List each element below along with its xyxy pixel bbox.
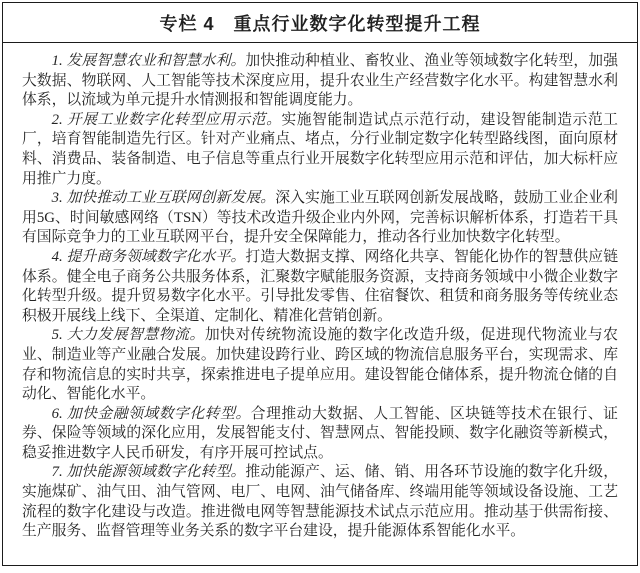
paragraph-1: [22, 52, 618, 111]
paragraph-6-lead: 6. 加快金融领域数字化转型。: [51, 405, 251, 422]
paragraph-3-lead: 3. 加快推动工业互联网创新发展。: [51, 190, 276, 207]
paragraph-1-lead: 1. 发展智慧农业和智慧水利。: [51, 53, 246, 69]
paragraph-7-lead: 7. 加快能源领域数字化转型。: [51, 464, 246, 481]
paragraph-1-text: 加快推动种植业、畜牧业、渔业等领域数字化转型，加强大数据、物联网、人工智能等技术深度应用，提升农业生产经营数字化水平。构建智慧水利体系，以流域为单元提升水情测报和智能调度能力。: [22, 53, 618, 109]
column-box: [2, 2, 638, 566]
paragraph-2-lead: 2. 开展工业数字化转型应用示范。: [51, 111, 282, 128]
paragraph-6-text: 合理推动大数据、人工智能、区块链等技术在银行、证券、保险等领域的深化应用，发展智能支付、智慧网点、智能投顾、数字化融资等新模式，稳妥推进数字人民币研发，有序开展可控试点。: [22, 405, 618, 461]
paragraph-7-text: 推动能源产、运、储、销、用各环节设施的数字化升级，实施煤矿、油气田、油气管网、电厂、电网、油气储备库、终端用能等领域设备设施、工艺流程的数字化建设与改造。推进微电网等智慧能源技术试点示范应用。推动基于供需衔接、生产服务、监督管理等业务关系的数字平台建设，提升能源体系智能化水平。: [22, 464, 618, 540]
paragraph-6: [22, 405, 618, 464]
paragraph-5-lead: 5. 大力发展智慧物流。: [51, 327, 205, 344]
paragraph-5: [22, 326, 618, 404]
paragraph-4-lead: 4. 提升商务领域数字化水平。: [51, 248, 246, 265]
paragraph-7: [22, 463, 618, 541]
paragraph-2-text: 实施智能制造试点示范行动，建设智能制造示范工厂，培育智能制造先行区。针对产业痛点、堵点，分行业制定数字化转型路线图，面向原材料、消费品、装备制造、电子信息等重点行业开展数字化转型应用示范和评估，加大标杆应用推广力度。: [22, 111, 618, 187]
column-box-title: 专栏 4 重点行业数字化转型提升工程: [159, 13, 481, 34]
paragraph-2: [22, 111, 618, 189]
paragraph-4: [22, 248, 618, 326]
paragraph-4-text: 打造大数据支撑、网络化共享、智能化协作的智慧供应链体系。健全电子商务公共服务体系，汇聚数字赋能服务资源，支持商务领域中小微企业数字化转型升级。提升贸易数字化水平。引导批发零售、住宿餐饮、租赁和商务服务等传统业态积极开展线上线下、全渠道、定制化、精准化营销创新。: [22, 248, 618, 324]
column-box-body: [3, 43, 637, 542]
paragraph-3: [22, 189, 618, 248]
paragraph-5-text: 加快对传统物流设施的数字化改造升级，促进现代物流业与农业、制造业等产业融合发展。加快建设跨行业、跨区域的物流信息服务平台，实现需求、库存和物流信息的实时共享，探索推进电子提单应用。建设智能仓储体系，提升物流仓储的自动化、智能化水平。: [22, 327, 618, 403]
column-box-title-bar: [3, 3, 637, 43]
paragraph-3-text: 深入实施工业互联网创新发展战略，鼓励工业企业利用5G、时间敏感网络（TSN）等技术改造升级企业内外网，完善标识解析体系，打造若干具有国际竞争力的工业互联网平台，提升安全保障能力，推动各行业加快数字化转型。: [22, 190, 618, 246]
